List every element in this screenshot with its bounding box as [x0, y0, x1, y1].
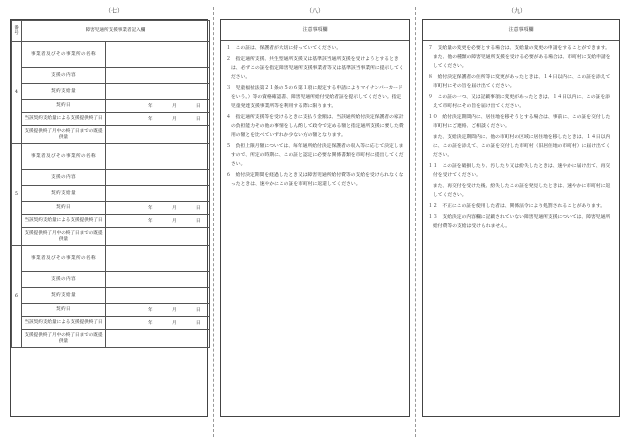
date-day: 日	[196, 117, 201, 122]
date-day: 日	[196, 104, 201, 109]
note-item: １１ この証を破損したり、汚したり又は紛失したときは、速やかに届け出て、再交付を受けてください。	[428, 164, 611, 178]
field-value-date	[106, 202, 210, 215]
field-value-amount	[106, 84, 210, 100]
field-label-usage: 支援提供終了月中の終了日までの既提供量	[22, 126, 106, 144]
col-index-header: 番号	[12, 21, 22, 42]
field-value-usage	[106, 228, 210, 246]
date-month: 月	[172, 219, 177, 224]
notes-panel-8	[220, 19, 410, 417]
field-label-end-date: 当該契約支給量による支援提供終了日	[22, 215, 106, 228]
col-main-header: 障害児通所支援事業者記入欄	[22, 21, 210, 42]
entry-number: 4	[12, 42, 22, 144]
notes-panel-9	[422, 19, 620, 417]
date-year: 年	[148, 206, 153, 211]
field-label-amount: 契約支給量	[22, 186, 106, 202]
page-label-7: （七）	[104, 8, 123, 15]
note-item: また、支給決定期間内に、他の市町村の区域に居住地を移したときは、１４日以内に、この証を添えて、この証を交付した市町村（旧居住地の市町村）に届け出てください。	[428, 135, 611, 158]
date-month: 月	[172, 308, 177, 313]
field-value-date	[106, 100, 210, 113]
note-item: １ この証は、保護者が大切に持っていてください。	[226, 46, 342, 51]
note-item: また、再交付を受けた後、紛失したこの証を発見したときは、速やかに市町村に返してください。	[428, 184, 611, 198]
field-value-usage	[106, 330, 210, 348]
field-label-content: 支援の内容	[22, 68, 106, 84]
field-value-end-date	[106, 113, 210, 126]
notes-heading-9: 注意事項欄	[423, 20, 619, 41]
date-month: 月	[172, 117, 177, 122]
note-item: １０ 給付決定期間内に、居住地を移そうとする場合は、事前に、この証を交付した市町村にご連絡、ご相談ください。	[428, 115, 611, 129]
date-year: 年	[148, 104, 153, 109]
entry-block	[11, 143, 210, 246]
notes-list-9	[423, 41, 619, 236]
note-item: ５ 負担上限月額については、毎年通所給付決定保護者の収入等に応じて決定しますので、所定の時期に、この証と認定に必要な関係書類を市町村に提出してください。	[226, 144, 404, 167]
field-label-content: 支援の内容	[22, 170, 106, 186]
entry-number: 6	[12, 246, 22, 348]
field-value-amount	[106, 186, 210, 202]
provider-record-table	[11, 20, 210, 42]
date-day: 日	[196, 308, 201, 313]
field-label-date: 契約日	[22, 100, 106, 113]
field-label-amount: 契約支給量	[22, 288, 106, 304]
fold-line	[213, 7, 214, 437]
entry-block	[11, 245, 210, 348]
field-value-date	[106, 304, 210, 317]
field-label-date: 契約日	[22, 202, 106, 215]
date-year: 年	[148, 117, 153, 122]
field-value-business	[106, 144, 210, 170]
notes-heading-8: 注意事項欄	[221, 20, 409, 41]
note-item: ２ 指定通所支援、共生型通所支援又は基準該当通所支援を受けようとするときは、必ずこの証を指定障害児通所支援事業者等又は基準該当事業所に提示してください。	[226, 57, 404, 80]
date-month: 月	[172, 206, 177, 211]
field-value-end-date	[106, 215, 210, 228]
entries-container	[11, 41, 207, 348]
note-item: ６ 給付決定期間を経過したとき又は障害児通所給付費等の支給を受けられなくなったときは、速やかにこの証を市町村に返還してください。	[226, 173, 404, 187]
page-label-9: （九）	[507, 8, 526, 15]
note-item: １２ 不正にこの証を使用した者は、関係法令により処罰されることがあります。	[428, 204, 606, 209]
date-day: 日	[196, 219, 201, 224]
field-label-end-date: 当該契約支給量による支援提供終了日	[22, 113, 106, 126]
date-month: 月	[172, 104, 177, 109]
field-label-business: 事業者及びその事業所の名称	[22, 144, 106, 170]
date-day: 日	[196, 206, 201, 211]
field-label-content: 支援の内容	[22, 272, 106, 288]
note-item: １３ 支給決定の内容欄に記載されていない障害児通所支援については、障害児通所給付費等の支給は受けられません。	[428, 215, 611, 229]
field-value-business	[106, 246, 210, 272]
provider-record-panel	[10, 19, 208, 417]
field-value-content	[106, 170, 210, 186]
note-item: ４ 指定通所支援等を受けるときに支払う金額は、当該通所給付決定保護者の家計の負担能力その他の事情をしん酌して政令で定める額と指定通所支援に要した費用の額とを比べていずれか少ない方の額となります。	[226, 115, 404, 138]
entry-number: 5	[12, 144, 22, 246]
date-day: 日	[196, 321, 201, 326]
field-value-content	[106, 272, 210, 288]
field-label-usage: 支援提供終了月中の終了日までの既提供量	[22, 330, 106, 348]
note-item: ７ 支給量の変更を必要とする場合は、支給量の変更の申請をすることができます。また、他の種類の障害児通所支援を受ける必要がある場合は、市町村に支給申請をしてください。	[428, 46, 611, 69]
field-value-amount	[106, 288, 210, 304]
date-year: 年	[148, 308, 153, 313]
note-item: ３ 児童福祉法第２１条の５の６第１項に規定する申請によりマイナンバーカードをいう。）等の資格確認書、障害児通所給付受給者証を提示してください。指定児童発達支援事業所等を利用する際に限ります。	[226, 86, 403, 109]
field-label-date: 契約日	[22, 304, 106, 317]
field-value-usage	[106, 126, 210, 144]
field-value-end-date	[106, 317, 210, 330]
notes-list-8	[221, 41, 409, 194]
date-year: 年	[148, 219, 153, 224]
field-label-business: 事業者及びその事業所の名称	[22, 42, 106, 68]
page-label-8: （八）	[305, 8, 324, 15]
date-month: 月	[172, 321, 177, 326]
field-label-amount: 契約支給量	[22, 84, 106, 100]
fold-line	[415, 7, 416, 437]
date-year: 年	[148, 321, 153, 326]
field-label-usage: 支援提供終了月中の終了日までの既提供量	[22, 228, 106, 246]
entry-block	[11, 41, 210, 144]
field-value-business	[106, 42, 210, 68]
field-value-content	[106, 68, 210, 84]
field-label-end-date: 当該契約支給量による支援提供終了日	[22, 317, 106, 330]
field-label-business: 事業者及びその事業所の名称	[22, 246, 106, 272]
note-item: ８ 給付決定保護者の住所等に変更があったときは、１４日以内に、この証を添えて市町村にその旨を届け出てください。	[428, 75, 611, 89]
note-item: ９ この証の一つ、又は記載事項に変更があったときは、１４日以内に、この証を添えて市町村にその旨を届け出てください。	[428, 95, 611, 109]
